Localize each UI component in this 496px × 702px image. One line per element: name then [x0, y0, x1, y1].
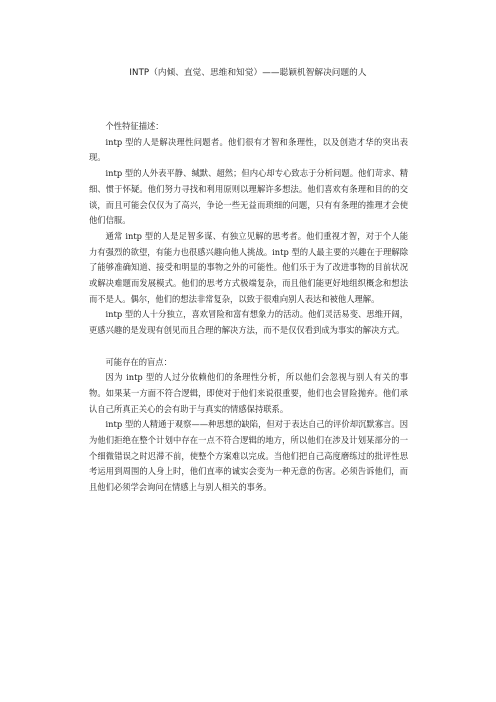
section-heading-traits: 个性特征描述：: [105, 121, 164, 131]
section-spacer: [89, 339, 408, 355]
paragraph: 通常 intp 型的人是足智多谋、有独立见解的思考者。他们重视才智，对于个人能力有强烈的欲望，有能力也很感兴趣向他人挑战。intp 型的人最主要的兴趣在于理解除了能够准确知道、接受和明显的事物之外的可能性。他们乐于为了改进事物的目前状况或解决难题而发展模式。他们的思考方式极端复杂，而且他们能更好地组织概念和想法而不是人。偶尔，他们的想法非常复杂，以致于很难向别人表达和被他人理解。: [89, 230, 408, 304]
paragraph: intp 型的人十分独立，喜欢冒险和富有想象力的活动。他们灵活易变、思维开阔，更感兴趣的是发现有创见而且合理的解决方法，而不是仅仅看到成为事实的解决方式。: [89, 309, 408, 336]
section-heading-blind-spots: 可能存在的盲点：: [105, 356, 172, 367]
paragraph: intp 型的人是解决理性问题者。他们很有才智和条理性，以及创造才华的突出表现。: [89, 136, 408, 163]
paragraph: intp 型的人精通于观察——种思想的缺陷，但对于表达自己的评价却沉默寡言。因为他们拒绝在整个计划中存在一点不符合逻辑的地方，所以他们在涉及计划某部分的一个细微错误之时迟滞不前，使整个方案难以完成。当他们把自己高度磨练过的批评性思考运用到周围的人身上时，他们直率的诚实会变为一种无意的伤害。必须告诉他们，而且他们必须学会询问在情感上与别人相关的事务。: [89, 419, 408, 493]
document-body: [89, 119, 408, 496]
paragraph: intp 型的人外表平静、缄默、超然；但内心却专心致志于分析问题。他们苛求、精细、惯于怀疑。他们努力寻找和利用原则以理解许多想法。他们喜欢有条理和目的的交谈，而且可能会仅仅为了高兴，争论一些无益而琐细的问题，只有有条理的推理才会使他们信服。: [89, 168, 408, 226]
paragraph: 因为 intp 型的人过分依赖他们的条理性分析，所以他们会忽视与别人有关的事物。如果某一方面不符合逻辑，即使对于他们来说很重要，他们也会冒险抛弃。他们承认自己所真正关心的会有助于与真实的情感保持联系。: [89, 372, 408, 414]
document-title: INTP（内倾、直觉、思维和知觉）——聪颖机智解决问题的人: [129, 68, 367, 78]
